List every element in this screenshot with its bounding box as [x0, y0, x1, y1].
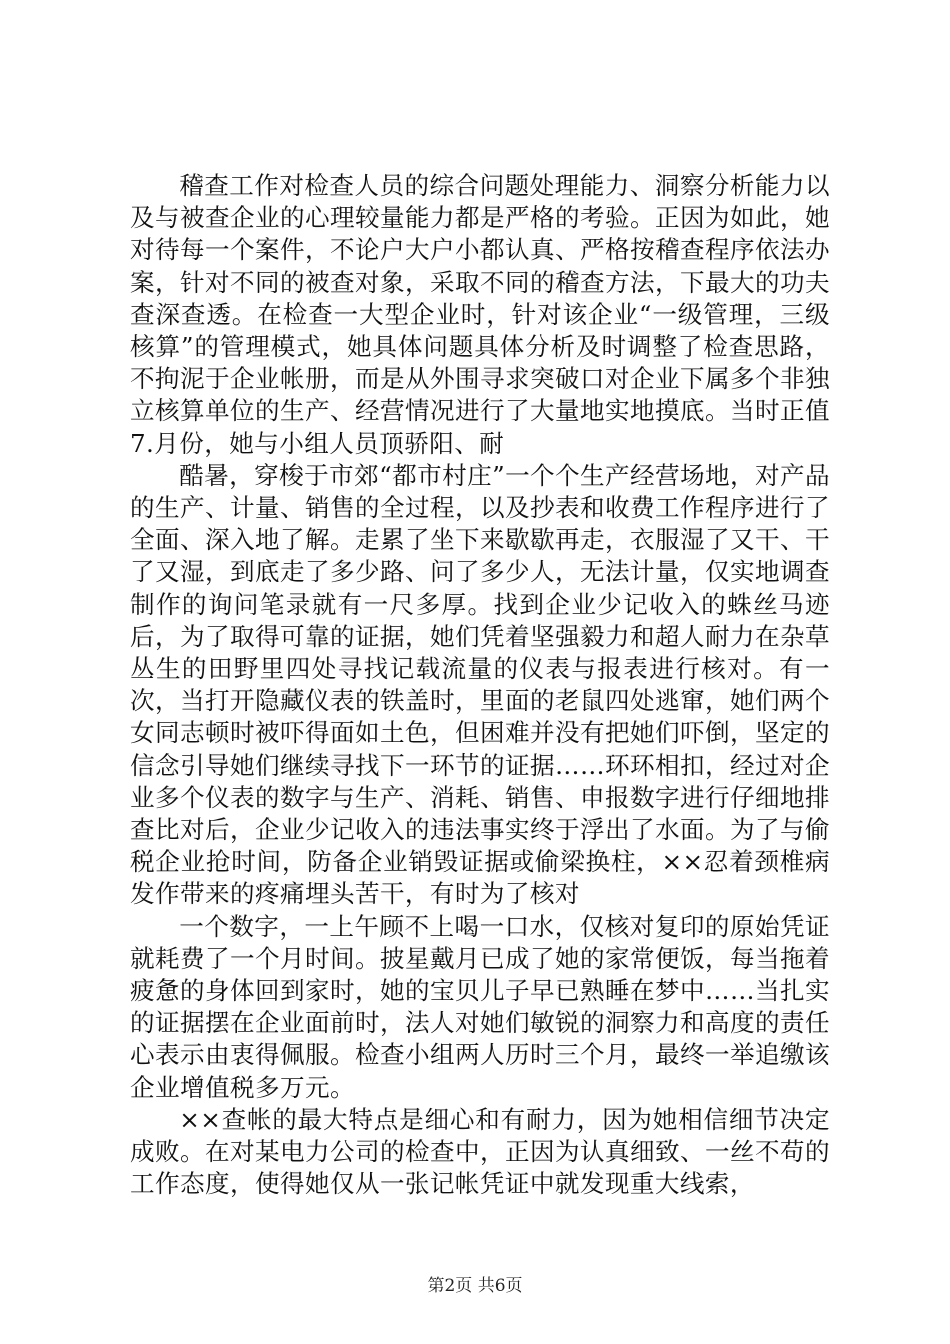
paragraph: 酷暑，穿梭于市郊“都市村庄”一个个生产经营场地，对产品的生产、计量、销售的全过程，以及抄表和收费工作程序进行了全面、深入地了解。走累了坐下来歇歇再走，衣服湿了又干、干了又湿，到底走了多少路、问了多少人，无法计量，仅实地调查制作的询问笔录就有一尺多厚。找到企业少记收入的蛛丝马迹后，为了取得可靠的证据，她们凭着坚强毅力和超人耐力在杂草丛生的田野里四处寻找记载流量的仪表与报表进行核对。有一次，当打开隐藏仪表的铁盖时，里面的老鼠四处逃窜，她们两个女同志顿时被吓得面如土色，但困难并没有把她们吓倒，坚定的信念引导她们继续寻找下一环节的证据……环环相扣，经过对企业多个仪表的数字与生产、消耗、销售、申报数字进行仔细地排查比对后，企业少记收入的违法事实终于浮出了水面。为了与偷税企业抢时间，防备企业销毁证据或偷梁换柱，××忍着颈椎病发作带来的疼痛埋头苦干，有时为了核对 [130, 460, 830, 909]
paragraph: ××查帐的最大特点是细心和有耐力，因为她相信细节决定成败。在对某电力公司的检查中，正因为认真细致、一丝不苟的工作态度，使得她仅从一张记帐凭证中就发现重大线索， [130, 1104, 830, 1199]
paragraph: 稽查工作对检查人员的综合问题处理能力、洞察分析能力以及与被查企业的心理较量能力都是严格的考验。正因为如此，她对待每一个案件，不论户大户小都认真、严格按稽查程序依法办案，针对不同的被查对象，采取不同的稽查方法，下最大的功夫查深查透。在检查一大型企业时，针对该企业“一级管理，三级核算”的管理模式，她具体问题具体分析及时调整了检查思路，不拘泥于企业帐册，而是从外围寻求突破口对企业下属多个非独立核算单位的生产、经营情况进行了大量地实地摸底。当时正值7.月份，她与小组人员顶骄阳、耐 [130, 171, 830, 458]
document-body [130, 170, 830, 1201]
paragraph: 一个数字，一上午顾不上喝一口水，仅核对复印的原始凭证就耗费了一个月时间。披星戴月已成了她的家常便饭，每当拖着疲惫的身体回到家时，她的宝贝儿子早已熟睡在梦中……当扎实的证据摆在企业面前时，法人对她们敏锐的洞察力和高度的责任心表示由衷得佩服。检查小组两人历时三个月，最终一举追缴该企业增值税多万元。 [130, 911, 830, 1102]
page-number-footer: 第2页 共6页 [427, 1276, 523, 1296]
